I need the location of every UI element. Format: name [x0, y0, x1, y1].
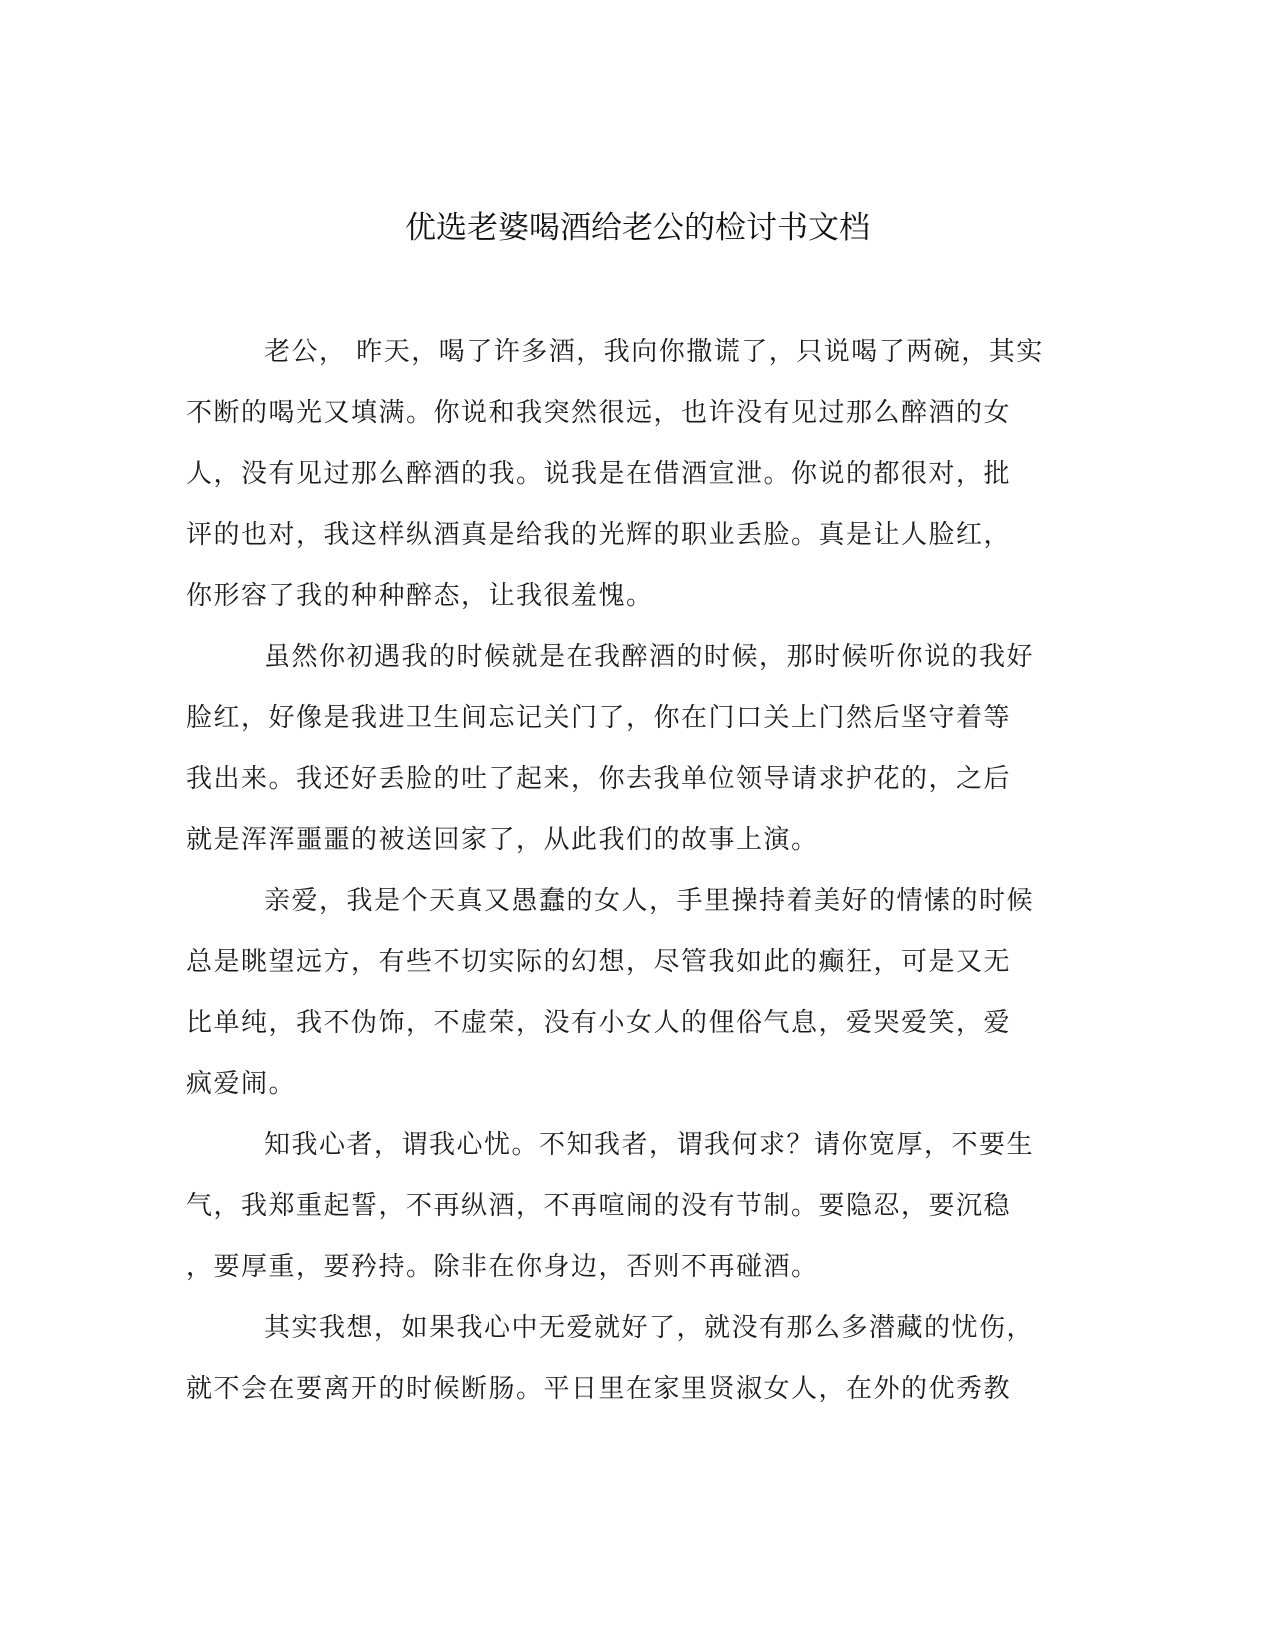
- text-line: 总是眺望远方，有些不切实际的幻想，尽管我如此的癫狂，可是又无: [186, 947, 1012, 977]
- text-line: 老公， 昨天，喝了许多酒，我向你撒谎了，只说喝了两碗，其实: [264, 337, 1044, 367]
- text-line: 人，没有见过那么醉酒的我。说我是在借酒宣泄。你说的都很对，批: [186, 459, 1012, 489]
- text-line: 知我心者，谓我心忧。不知我者，谓我何求？请你宽厚，不要生: [264, 1130, 1035, 1160]
- text-line: 不断的喝光又填满。你说和我突然很远，也许没有见过那么醉酒的女: [186, 398, 1012, 428]
- paragraph-2: [186, 635, 1064, 879]
- paragraph-3: [186, 879, 1064, 1123]
- text-line: 比单纯，我不伪饰，不虚荣，没有小女人的俚俗气息，爱哭爱笑，爱: [186, 1008, 1012, 1038]
- text-line: 脸红，好像是我进卫生间忘记关门了，你在门口关上门然后坚守着等: [186, 703, 1012, 733]
- text-line: 我出来。我还好丢脸的吐了起来，你去我单位领导请求护花的，之后: [186, 764, 1012, 794]
- paragraph-5: [186, 1306, 1064, 1428]
- text-line: 评的也对，我这样纵酒真是给我的光辉的职业丢脸。真是让人脸红，: [186, 520, 1012, 550]
- text-line: 其实我想，如果我心中无爱就好了，就没有那么多潜藏的忧伤，: [264, 1313, 1035, 1343]
- text-line: 就不会在要离开的时候断肠。平日里在家里贤淑女人，在外的优秀教: [186, 1374, 1012, 1404]
- text-line: 疯爱闹。: [186, 1069, 297, 1099]
- text-line: 气，我郑重起誓，不再纵酒，不再喧闹的没有节制。要隐忍，要沉稳: [186, 1191, 1012, 1221]
- text-line: 虽然你初遇我的时候就是在我醉酒的时候，那时候听你说的我好: [264, 642, 1035, 672]
- text-line: 亲爱，我是个天真又愚蠢的女人，手里操持着美好的情愫的时候: [264, 886, 1035, 916]
- paragraph-4: [186, 1123, 1064, 1306]
- paragraph-1: [186, 330, 1064, 635]
- document-title: 优选老婆喝酒给老公的检讨书文档: [405, 210, 870, 246]
- document-body: [186, 330, 1064, 1428]
- text-line: ，要厚重，要矜持。除非在你身边，否则不再碰酒。: [186, 1252, 819, 1282]
- text-line: 你形容了我的种种醉态，让我很羞愧。: [186, 581, 654, 611]
- text-line: 就是浑浑噩噩的被送回家了，从此我们的故事上演。: [186, 825, 819, 855]
